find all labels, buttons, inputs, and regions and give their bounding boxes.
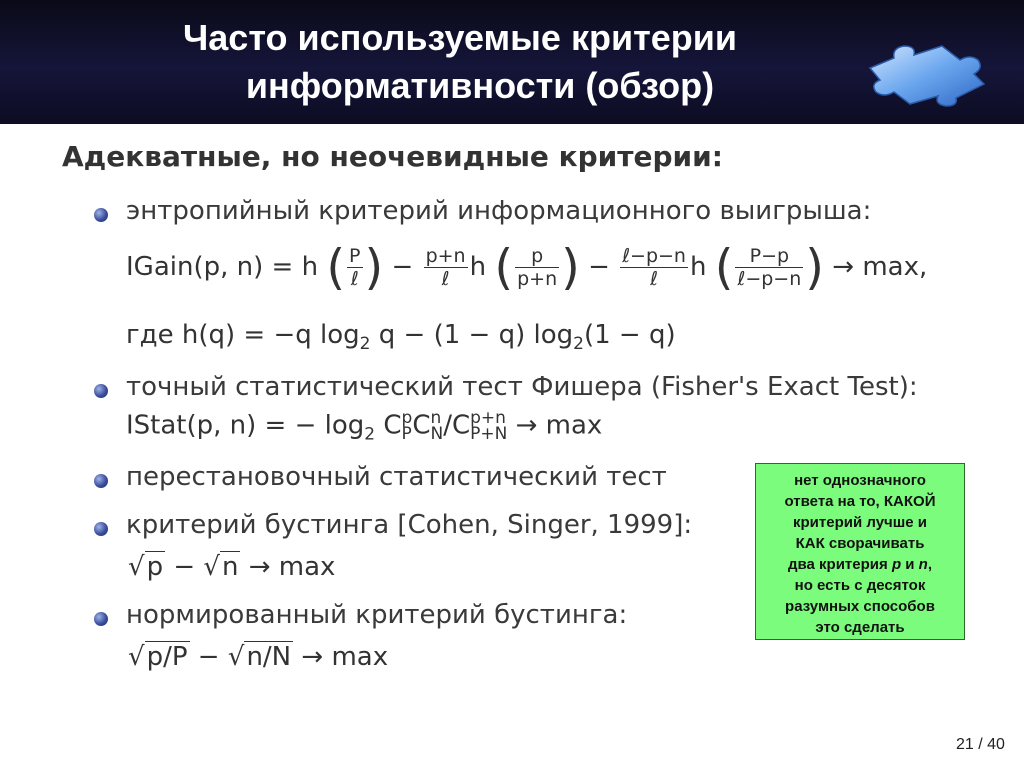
- binom-c: C: [383, 410, 402, 441]
- frac-p-l: [347, 245, 362, 290]
- where-end: (1 − q): [583, 320, 676, 350]
- arrow-max: → max,: [832, 252, 928, 282]
- binom-sup: n: [430, 408, 442, 428]
- binom-sup: p: [401, 408, 413, 428]
- binom-indices: [402, 410, 413, 442]
- frac-den: ℓ: [350, 268, 359, 290]
- minus-sign: −: [391, 252, 414, 282]
- binom-indices: [431, 410, 444, 442]
- note-text: два критерия: [787, 556, 892, 573]
- formula-normalized-boosting: [128, 642, 388, 672]
- frac-p-pn: [515, 245, 559, 290]
- paren-right: ): [561, 239, 580, 296]
- sqrt-n-over-N: √n/N: [227, 642, 292, 672]
- binom-sup: p+n: [470, 408, 506, 428]
- where-mid: q − (1 − q) log: [370, 320, 574, 350]
- minus-sign: −: [165, 552, 204, 582]
- minus-sign: −: [189, 642, 228, 672]
- arrow-max: → max: [515, 410, 603, 441]
- istat-prefix: IStat(p, n) = − log: [126, 410, 365, 441]
- formula-igain: [126, 239, 928, 296]
- item-fisher-test: точный статистический тест Фишера (Fisher's Exact Test):: [126, 372, 918, 402]
- binom-sub: P: [401, 424, 412, 444]
- note-var: p: [891, 556, 902, 573]
- paren-left: (: [326, 239, 346, 296]
- slide-title-line2: информативности (обзор): [245, 65, 715, 106]
- paren-left: (: [494, 239, 514, 296]
- sqrt-p: √p: [128, 552, 164, 582]
- log-base: 2: [364, 424, 376, 445]
- frac-den: p+n: [517, 268, 558, 290]
- paren-left: (: [714, 239, 734, 296]
- frac-num: P−p: [735, 245, 803, 268]
- slide-header: [0, 0, 1024, 124]
- log-base: 2: [573, 334, 584, 355]
- frac-den: ℓ: [650, 268, 659, 290]
- note-text: ,: [927, 556, 933, 573]
- h-symbol: h: [469, 252, 487, 282]
- sqrt-n: √n: [203, 552, 239, 582]
- arrow-max: → max: [293, 642, 389, 672]
- frac-num: p: [515, 245, 559, 268]
- formula-boosting: [128, 552, 335, 582]
- bullet-icon: [94, 384, 108, 398]
- frac-num: p+n: [425, 245, 466, 267]
- binom-c: /C: [443, 410, 471, 441]
- bullet-icon: [94, 208, 108, 222]
- frac-pn-l: [424, 245, 468, 290]
- note-box: [755, 463, 965, 640]
- frac-Pp-lpn: [735, 245, 803, 290]
- frac-num: ℓ−p−n: [622, 245, 686, 267]
- where-prefix: где h(q) = −q log: [126, 320, 360, 350]
- arrow-max: → max: [240, 552, 336, 582]
- frac-num: P: [349, 245, 361, 267]
- section-heading: Адекватные, но неочевидные критерии:: [62, 140, 723, 173]
- page-number: 21 / 40: [956, 736, 1005, 753]
- sqrt-p-over-P: √p/P: [128, 642, 188, 672]
- log-base: 2: [359, 334, 371, 355]
- radicand: n: [222, 552, 239, 582]
- note-line: нет однозначного: [794, 472, 926, 489]
- binom-sub: N: [430, 424, 444, 444]
- note-line: [756, 554, 964, 575]
- item-permutation-test: перестановочный статистический тест: [126, 462, 667, 492]
- frac-den: ℓ−p−n: [737, 268, 802, 290]
- formula-igain-prefix: IGain(p, n) = h: [126, 252, 319, 282]
- binom-c: C: [412, 410, 431, 441]
- frac-den: ℓ: [441, 268, 450, 290]
- note-line: это сделать: [815, 619, 905, 636]
- item-entropy-gain: энтропийный критерий информационного выигрыша:: [126, 196, 872, 226]
- note-var: n: [918, 556, 928, 573]
- bullet-icon: [94, 522, 108, 536]
- note-line: КАК сворачивать: [795, 535, 925, 552]
- binom-sub: P+N: [470, 424, 508, 444]
- radicand: p: [146, 552, 164, 582]
- item-boosting: критерий бустинга [Cohen, Singer, 1999]:: [126, 510, 693, 540]
- frac-lpn-l: [620, 245, 688, 290]
- paren-right: ): [364, 239, 384, 296]
- note-line: ответа на то, КАКОЙ: [784, 493, 936, 510]
- binom-indices: [470, 410, 507, 442]
- puzzle-icon: [864, 40, 989, 108]
- formula-where-h: [126, 320, 676, 354]
- note-line: но есть с десяток: [794, 577, 926, 594]
- radicand: n/N: [246, 642, 292, 672]
- note-line: критерий лучше и: [793, 514, 927, 531]
- radicand: p/P: [146, 642, 188, 672]
- h-symbol: h: [689, 252, 707, 282]
- paren-right: ): [805, 239, 824, 296]
- formula-istat: [126, 410, 602, 445]
- item-normalized-boosting: нормированный критерий бустинга:: [126, 600, 628, 630]
- slide-title-line1: Часто используемые критерии: [182, 17, 737, 58]
- bullet-icon: [94, 612, 108, 626]
- note-line: разумных способов: [785, 598, 935, 615]
- note-text: и: [901, 556, 919, 573]
- minus-sign: −: [588, 252, 610, 282]
- bullet-icon: [94, 474, 108, 488]
